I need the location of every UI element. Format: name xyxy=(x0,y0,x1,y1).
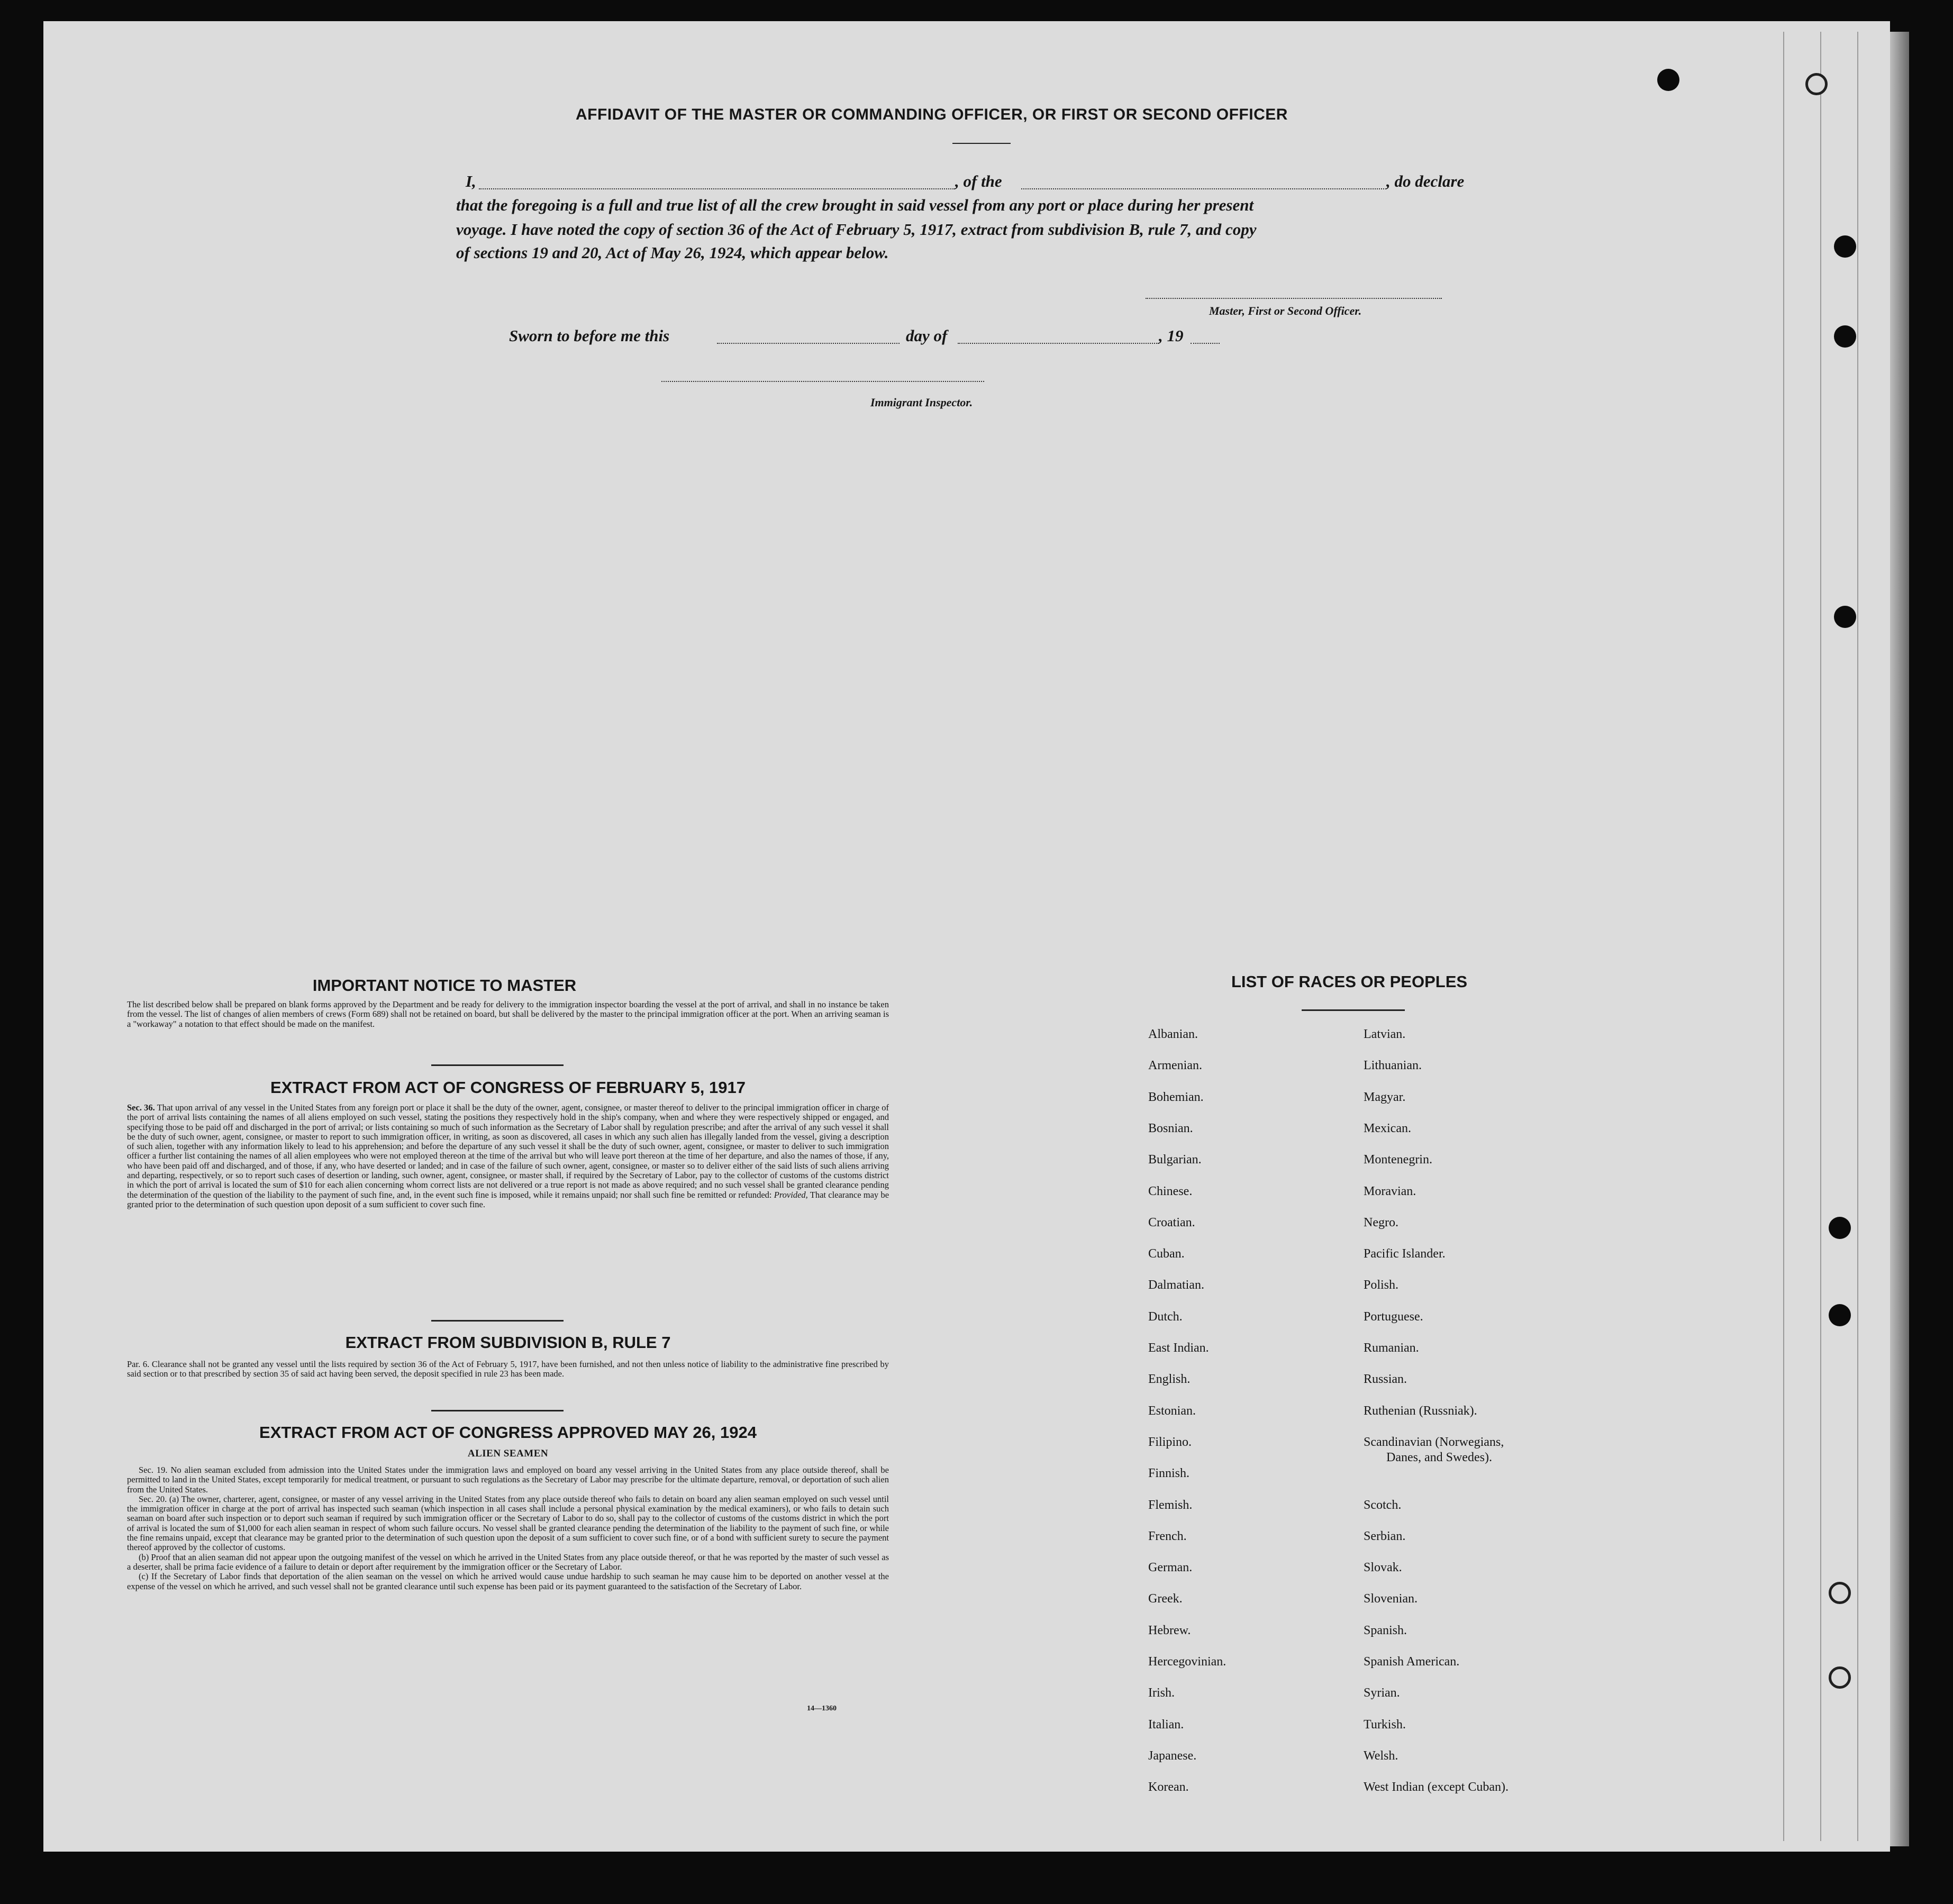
race-item: Estonian. xyxy=(1148,1404,1196,1418)
race-item: Danes, and Swedes). xyxy=(1386,1450,1492,1464)
race-item: Welsh. xyxy=(1364,1748,1398,1763)
affidavit-line1: that the foregoing is a full and true list of all the crew brought in said vessel from any port or place during her present xyxy=(456,196,1254,214)
master-signature-field[interactable] xyxy=(1146,298,1442,299)
extract-1917-body xyxy=(127,1103,889,1209)
affidavit-title: AFFIDAVIT OF THE MASTER OR COMMANDING OFFICER, OR FIRST OR SECOND OFFICER xyxy=(576,106,1288,123)
race-item: Scotch. xyxy=(1364,1498,1402,1512)
race-item: Montenegrin. xyxy=(1364,1153,1432,1167)
ruling-line xyxy=(1820,32,1821,1841)
race-item: Turkish. xyxy=(1364,1717,1406,1732)
race-item: Spanish. xyxy=(1364,1623,1407,1637)
race-item: Moravian. xyxy=(1364,1184,1416,1198)
race-item: Bohemian. xyxy=(1148,1090,1204,1104)
race-item: West Indian (except Cuban). xyxy=(1364,1780,1509,1794)
affidavit-line3: of sections 19 and 20, Act of May 26, 1924, which appear below. xyxy=(456,243,889,262)
race-item: Hercegovinian. xyxy=(1148,1655,1227,1669)
provided-label: Provided, xyxy=(774,1189,808,1200)
binder-hole xyxy=(1829,1582,1851,1604)
extract-1924-body xyxy=(127,1465,889,1591)
notice-body: The list described below shall be prepared on blank forms approved by the Department and be ready for delivery to the immigration inspector boarding the vessel at the port of arrival, and shall in no instance be taken from the vessel. The list of changes of alien members of crews (Form 689) shall not be retained on board, but shall be delivered by the master to the principal immigration officer at the port. When an arriving seaman is a "workaway" a notation to that effect should be made on the manifest. xyxy=(127,999,889,1029)
race-item: Rumanian. xyxy=(1364,1341,1419,1355)
race-item: Ruthenian (Russniak). xyxy=(1364,1404,1477,1418)
day-of-label: day of xyxy=(906,326,948,345)
race-item: Filipino. xyxy=(1148,1435,1192,1449)
sec-20a-text: Sec. 20. (a) The owner, charterer, agent, consignee, or master of any vessel arriving in the United States from any place outside thereof who fails to detain on board any alien seaman employed on such vessel until the immigration officer in charge at the port of arrival has inspected such seaman (which inspection in all cases shall include a personal physical examination by the medical examiners), or who fails to detain such seaman on board after such inspection or to deport such seaman if required by such immigration officer or the Secretary of Labor to do so, shall pay to the collector of customs of the customs district in which the port of arrival is located the sum of $1,000 for each alien seaman in respect of whom such failure occurs. No vessel shall be granted clearance pending the determination of the liability to the payment of such fine, or while the fine remains unpaid, except that clearance may be granted prior to the determination of such question upon the deposit of a sum sufficient to cover such fine, or of a bond with sufficient surety to secure the payment thereof approved by the collector of customs. xyxy=(127,1493,889,1553)
ruling-line xyxy=(1783,32,1784,1841)
sec-36-label: Sec. 36. xyxy=(127,1103,155,1113)
extract-rule7-body: Par. 6. Clearance shall not be granted any vessel until the lists required by section 36 of the Act of February 5, 1917, have been furnished, and not then unless notice of liability to the administrative fine prescribed by said section or to that prescribed by section 35 of said act having been served, the deposit specified in rule 23 has been made. xyxy=(127,1359,889,1379)
affidavit-of-the-label: , of the xyxy=(955,172,1002,190)
master-signature-label: Master, First or Second Officer. xyxy=(1209,304,1362,317)
race-item: Syrian. xyxy=(1364,1686,1400,1700)
extract-1924-title: EXTRACT FROM ACT OF CONGRESS APPROVED MAY 26, 1924 xyxy=(259,1423,757,1442)
race-item: Dalmatian. xyxy=(1148,1278,1204,1292)
sec-36-text-end: That clearance may be granted prior to the determination of such question upon deposit of a sum sufficient to cover such fine. xyxy=(127,1189,889,1209)
page-edge xyxy=(1890,32,1909,1846)
sworn-day-field[interactable] xyxy=(717,343,900,344)
binder-hole xyxy=(1834,606,1856,628)
sworn-year-field[interactable] xyxy=(1191,343,1220,344)
race-item: East Indian. xyxy=(1148,1341,1209,1355)
form-number: 14—1360 xyxy=(807,1705,837,1712)
races-title-rule xyxy=(1302,1009,1405,1011)
race-item: Italian. xyxy=(1148,1717,1184,1732)
race-item: Finnish. xyxy=(1148,1466,1190,1481)
sec-20b-text: (b) Proof that an alien seaman did not appear upon the outgoing manifest of the vessel on which he arrived in the United States from any place outside thereof, or that he was reported by the master of such vessel as a deserter, shall be prima facie evidence of a failure to detain or deport after requirement by the immigration officer or the Secretary of Labor. xyxy=(127,1552,889,1572)
races-title: LIST OF RACES OR PEOPLES xyxy=(1231,972,1468,991)
section-divider xyxy=(431,1064,564,1066)
race-item: German. xyxy=(1148,1561,1193,1575)
affidavit-declare-label: , do declare xyxy=(1386,172,1465,190)
binder-hole xyxy=(1829,1217,1851,1239)
sec-36-text: That upon arrival of any vessel in the United States from any foreign port or place it shall be the duty of the owner, agent, consignee, or master thereof to deliver to the principal immigration officer in charge of the port of arrival lists containing the names of all aliens employed on such vessel, stating the positions they respectively hold in the ship's company, when and where they were respectively shipped or engaged, and specifying those to be paid off and discharged in the port of arrival; or lists containing so much of such information as the Secretary of Labor shall by regulation prescribe; and after the arrival of any such vessel it shall be the duty of such owner, agent, consignee, or master to report to such immigration officer, in writing, as soon as discovered, all cases in which any such alien has illegally landed from the vessel, giving a description of such alien, together with any information likely to lead to his apprehension; and before the departure of any such vessel it shall be the duty of such owner, agent, consignee, or master to deliver to such immigration officer a further list containing the names of all alien employees who were not employed thereon at the time of the arrival but who will leave port thereon at the time of her departure, and also the names of those, if any, who have been paid off and discharged, and of those, if any, who have deserted or landed; and in case of the failure of such owner, agent, consignee, or master so to deliver either of the said lists of such aliens arriving and departing, respectively, or so to report such cases of desertion or landing, such owner, agent, consignee, or master shall, if required by the Secretary of Labor, pay to the collector of customs of the customs district in which the port of arrival is located the sum of $10 for each alien concerning whom correct lists are not delivered or a true report is not made as above required; and no such vessel shall be granted clearance pending the determination of the question of the liability to the payment of such fine, and, in the event such fine is imposed, while it remains unpaid; nor shall such fine be remitted or refunded: xyxy=(127,1103,889,1200)
binder-hole xyxy=(1805,73,1828,95)
vessel-field[interactable] xyxy=(1021,188,1386,189)
ruling-line xyxy=(1857,32,1858,1841)
race-item: Flemish. xyxy=(1148,1498,1193,1512)
extract-rule7-title: EXTRACT FROM SUBDIVISION B, RULE 7 xyxy=(345,1333,671,1352)
race-item: Magyar. xyxy=(1364,1090,1406,1104)
race-item: Bosnian. xyxy=(1148,1121,1193,1135)
race-item: Slovenian. xyxy=(1364,1592,1418,1606)
race-item: Albanian. xyxy=(1148,1027,1198,1041)
race-item: Pacific Islander. xyxy=(1364,1247,1446,1261)
race-item: Lithuanian. xyxy=(1364,1059,1422,1073)
race-item: Portuguese. xyxy=(1364,1309,1423,1324)
sworn-label: Sworn to before me this xyxy=(509,326,670,345)
race-item: Latvian. xyxy=(1364,1027,1406,1041)
race-item: Scandinavian (Norwegians, xyxy=(1364,1435,1504,1449)
affidavit-i-label: I, xyxy=(466,172,476,190)
race-item: Croatian. xyxy=(1148,1215,1195,1229)
name-field[interactable] xyxy=(479,188,955,189)
race-item: Armenian. xyxy=(1148,1059,1202,1073)
race-item: Russian. xyxy=(1364,1372,1407,1387)
binder-hole xyxy=(1834,235,1856,258)
section-divider xyxy=(431,1320,564,1322)
race-item: Hebrew. xyxy=(1148,1623,1191,1637)
race-item: Serbian. xyxy=(1364,1529,1406,1543)
race-item: Slovak. xyxy=(1364,1561,1402,1575)
binder-hole xyxy=(1834,325,1856,348)
race-item: Greek. xyxy=(1148,1592,1183,1606)
binder-hole xyxy=(1829,1304,1851,1326)
extract-1917-title: EXTRACT FROM ACT OF CONGRESS OF FEBRUARY 5, 1917 xyxy=(270,1078,746,1097)
notice-title: IMPORTANT NOTICE TO MASTER xyxy=(312,976,577,995)
race-item: English. xyxy=(1148,1372,1191,1387)
race-item: Korean. xyxy=(1148,1780,1189,1794)
race-item: Chinese. xyxy=(1148,1184,1193,1198)
race-item: Bulgarian. xyxy=(1148,1153,1202,1167)
race-item: French. xyxy=(1148,1529,1187,1543)
race-item: Irish. xyxy=(1148,1686,1175,1700)
sec-19-text: Sec. 19. No alien seaman excluded from admission into the United States under the immigration laws and employed on board any vessel arriving in the United States from any place outside thereof, shall be permitted to land in the United States, except temporarily for medical treatment, or pursuant to such regulations as the Secretary of Labor may prescribe for the ultimate departure, removal, or deportation of such alien from the United States. xyxy=(127,1465,889,1495)
inspector-label: Immigrant Inspector. xyxy=(870,396,973,409)
sec-20c-text: (c) If the Secretary of Labor finds that deportation of the alien seaman on the vessel on which he arrived would cause undue hardship to such seaman he may cause him to be deported on another vessel at the expense of the vessel on which he arrived, and such vessel shall not be granted clearance until such expense has been paid or its payment guaranteed to the satisfaction of the Secretary of Labor. xyxy=(127,1571,889,1591)
affidavit-line2: voyage. I have noted the copy of section 36 of the Act of February 5, 1917, extract from subdivision B, rule 7, and copy xyxy=(456,220,1257,239)
alien-seamen-subtitle: ALIEN SEAMEN xyxy=(467,1448,549,1459)
section-divider xyxy=(431,1410,564,1411)
inspector-signature-field[interactable] xyxy=(661,381,984,382)
race-item: Mexican. xyxy=(1364,1121,1411,1135)
race-item: Polish. xyxy=(1364,1278,1399,1292)
year-label: , 19 xyxy=(1159,326,1184,345)
title-rule xyxy=(952,143,1011,144)
binder-hole xyxy=(1657,69,1679,91)
race-item: Cuban. xyxy=(1148,1247,1185,1261)
race-item: Spanish American. xyxy=(1364,1655,1460,1669)
race-item: Japanese. xyxy=(1148,1748,1197,1763)
binder-hole xyxy=(1829,1666,1851,1689)
race-item: Negro. xyxy=(1364,1215,1398,1229)
sworn-month-field[interactable] xyxy=(958,343,1159,344)
race-item: Dutch. xyxy=(1148,1309,1183,1324)
